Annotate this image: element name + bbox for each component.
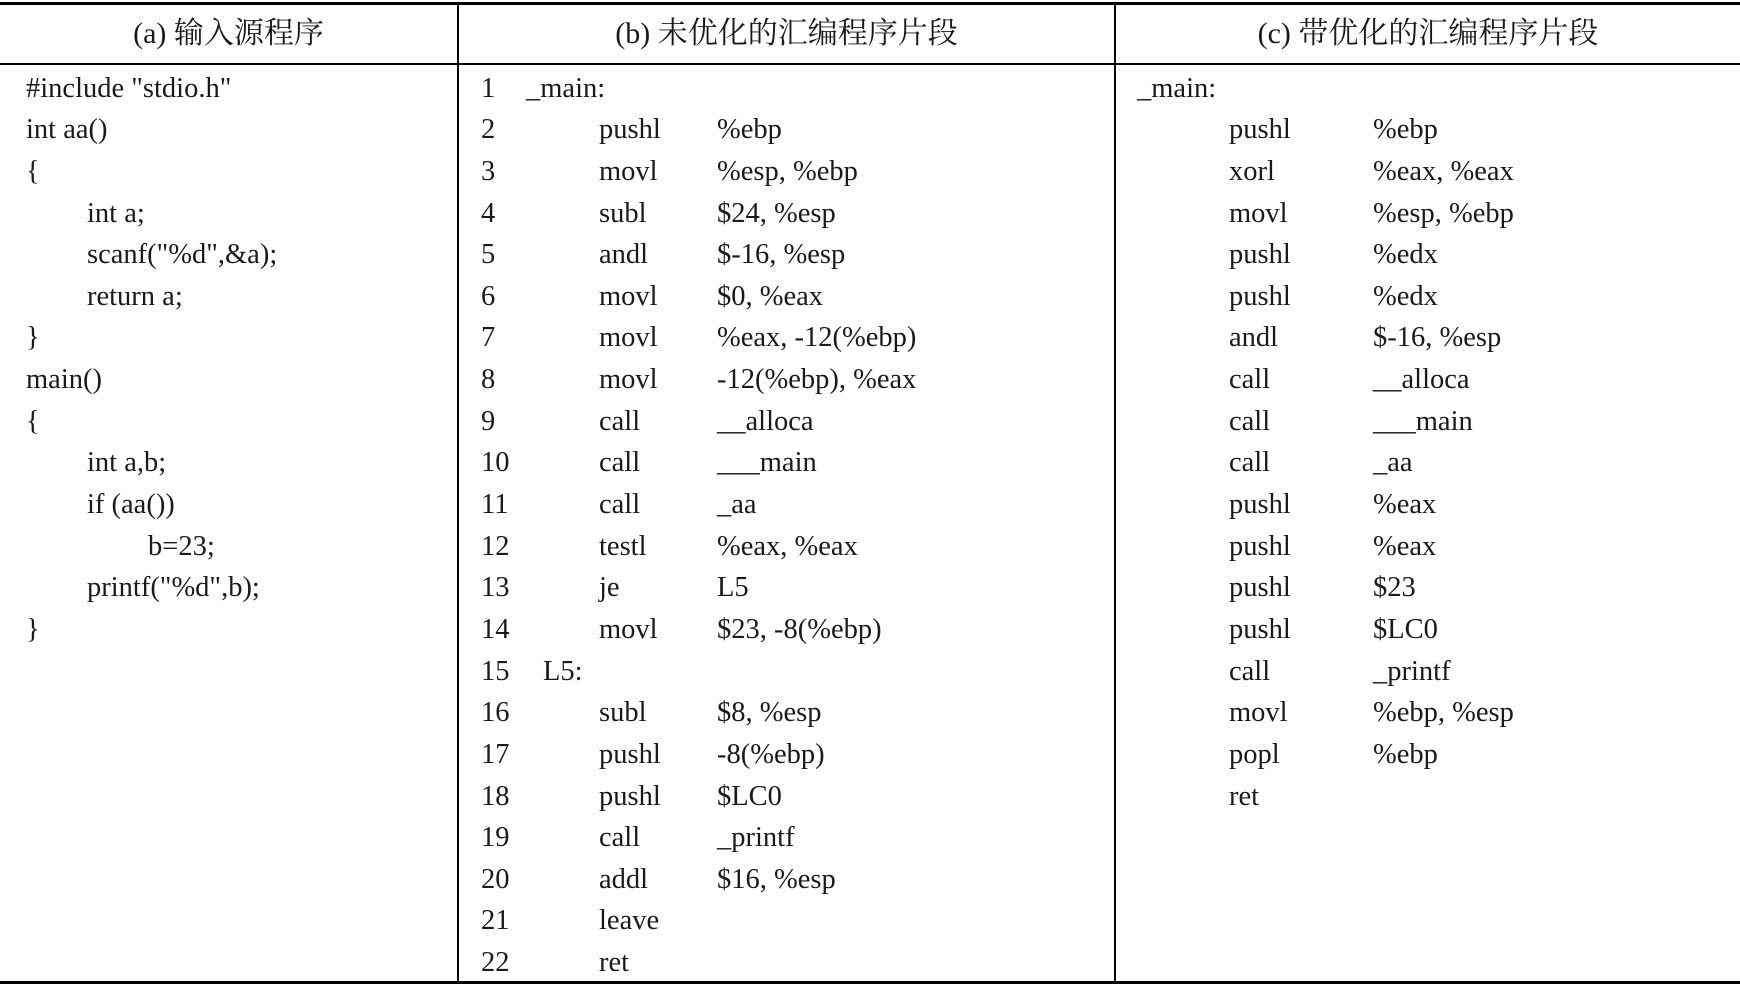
line-number: 16 (481, 697, 510, 728)
asm-opcode: call (599, 822, 641, 853)
asm-opcode: movl (1229, 697, 1288, 728)
line-number: 4 (481, 198, 496, 229)
asm-operand: _printf (717, 822, 795, 853)
source-line: scanf("%d",&a); (87, 239, 278, 270)
source-line: int aa() (26, 114, 108, 145)
line-number: 13 (481, 572, 510, 603)
asm-opcode: subl (599, 198, 647, 229)
source-line: { (26, 156, 40, 187)
asm-operand: _printf (1373, 656, 1451, 687)
asm-operand: $-16, %esp (717, 239, 846, 270)
asm-operand: %eax (1373, 531, 1437, 562)
asm-opcode: popl (1229, 739, 1280, 770)
asm-opcode: call (599, 406, 641, 437)
asm-opcode: subl (599, 697, 647, 728)
asm-opcode: pushl (599, 781, 661, 812)
line-number: 1 (481, 73, 496, 104)
asm-operand: -8(%ebp) (717, 739, 825, 770)
asm-operand: %esp, %ebp (1373, 198, 1514, 229)
line-number: 21 (481, 905, 510, 936)
asm-opcode: testl (599, 531, 647, 562)
asm-opcode: movl (599, 156, 658, 187)
header-rule (0, 63, 1740, 65)
source-line: main() (26, 364, 102, 395)
asm-operand: $23, -8(%ebp) (717, 614, 882, 645)
header-source: (a) 输入源程序 (133, 17, 324, 50)
asm-operand: $24, %esp (717, 198, 836, 229)
asm-operand: ___main (717, 447, 817, 478)
source-line: { (26, 406, 40, 437)
source-line: printf("%d",b); (87, 572, 260, 603)
asm-operand: %eax (1373, 489, 1437, 520)
asm-operand: $-16, %esp (1373, 322, 1502, 353)
asm-opcode: movl (599, 322, 658, 353)
asm-operand: _aa (717, 489, 757, 520)
asm-operand: L5 (717, 572, 749, 603)
line-number: 9 (481, 406, 496, 437)
source-line: int a,b; (87, 447, 167, 478)
asm-operand: $16, %esp (717, 864, 836, 895)
line-number: 12 (481, 531, 510, 562)
asm-opcode: call (1229, 406, 1271, 437)
line-number: 8 (481, 364, 496, 395)
asm-opcode: andl (599, 239, 649, 270)
asm-opcode: pushl (599, 114, 661, 145)
asm-opcode: andl (1229, 322, 1279, 353)
header-unoptimized: (b) 未优化的汇编程序片段 (615, 17, 958, 50)
asm-opcode: pushl (1229, 281, 1291, 312)
asm-operand: %edx (1373, 239, 1438, 270)
asm-operand: $LC0 (1373, 614, 1438, 645)
source-line: } (26, 614, 40, 645)
asm-opcode: call (1229, 656, 1271, 687)
asm-operand: %ebp (717, 114, 782, 145)
asm-operand: $0, %eax (717, 281, 824, 312)
asm-opcode: pushl (1229, 239, 1291, 270)
source-line: return a; (87, 281, 183, 312)
asm-operand: %edx (1373, 281, 1438, 312)
asm-label: L5: (543, 656, 583, 687)
asm-operand: -12(%ebp), %eax (717, 364, 917, 395)
source-line: } (26, 322, 40, 353)
asm-label: _main: (526, 73, 606, 104)
asm-operand: %eax, %eax (717, 531, 858, 562)
asm-opcode: ret (599, 947, 630, 978)
asm-opcode: call (599, 447, 641, 478)
line-number: 5 (481, 239, 496, 270)
line-number: 15 (481, 656, 510, 687)
asm-operand: $23 (1373, 572, 1416, 603)
source-line: if (aa()) (87, 489, 175, 520)
source-line: #include "stdio.h" (26, 73, 232, 104)
line-number: 22 (481, 947, 510, 978)
asm-label: _main: (1137, 73, 1217, 104)
line-number: 10 (481, 447, 510, 478)
asm-operand: %ebp (1373, 114, 1438, 145)
line-number: 6 (481, 281, 496, 312)
asm-operand: %esp, %ebp (717, 156, 858, 187)
asm-opcode: pushl (1229, 489, 1291, 520)
asm-operand: %eax, -12(%ebp) (717, 322, 917, 353)
bottom-rule (0, 981, 1740, 984)
line-number: 17 (481, 739, 510, 770)
asm-opcode: call (1229, 364, 1271, 395)
asm-operand: __alloca (1373, 364, 1470, 395)
asm-opcode: pushl (1229, 614, 1291, 645)
asm-opcode: pushl (1229, 531, 1291, 562)
asm-operand: $8, %esp (717, 697, 822, 728)
line-number: 7 (481, 322, 496, 353)
line-number: 19 (481, 822, 510, 853)
line-number: 14 (481, 614, 510, 645)
asm-opcode: pushl (1229, 572, 1291, 603)
asm-opcode: movl (599, 614, 658, 645)
asm-opcode: je (599, 572, 620, 603)
asm-opcode: movl (599, 364, 658, 395)
asm-opcode: ret (1229, 781, 1260, 812)
line-number: 3 (481, 156, 496, 187)
asm-opcode: movl (599, 281, 658, 312)
asm-operand: %ebp, %esp (1373, 697, 1514, 728)
asm-opcode: movl (1229, 198, 1288, 229)
asm-opcode: pushl (1229, 114, 1291, 145)
line-number: 18 (481, 781, 510, 812)
asm-operand: %eax, %eax (1373, 156, 1514, 187)
line-number: 20 (481, 864, 510, 895)
line-number: 11 (481, 489, 509, 520)
asm-operand: %ebp (1373, 739, 1438, 770)
column-divider (1114, 2, 1116, 984)
asm-opcode: pushl (599, 739, 661, 770)
asm-operand: $LC0 (717, 781, 782, 812)
header-optimized: (c) 带优化的汇编程序片段 (1257, 17, 1599, 50)
column-divider (457, 2, 459, 984)
asm-opcode: call (599, 489, 641, 520)
asm-operand: _aa (1373, 447, 1413, 478)
asm-operand: ___main (1373, 406, 1473, 437)
asm-opcode: xorl (1229, 156, 1275, 187)
asm-operand: __alloca (717, 406, 814, 437)
source-line: int a; (87, 198, 145, 229)
asm-opcode: addl (599, 864, 649, 895)
source-line: b=23; (148, 531, 215, 562)
line-number: 2 (481, 114, 496, 145)
asm-opcode: call (1229, 447, 1271, 478)
asm-opcode: leave (599, 905, 660, 936)
